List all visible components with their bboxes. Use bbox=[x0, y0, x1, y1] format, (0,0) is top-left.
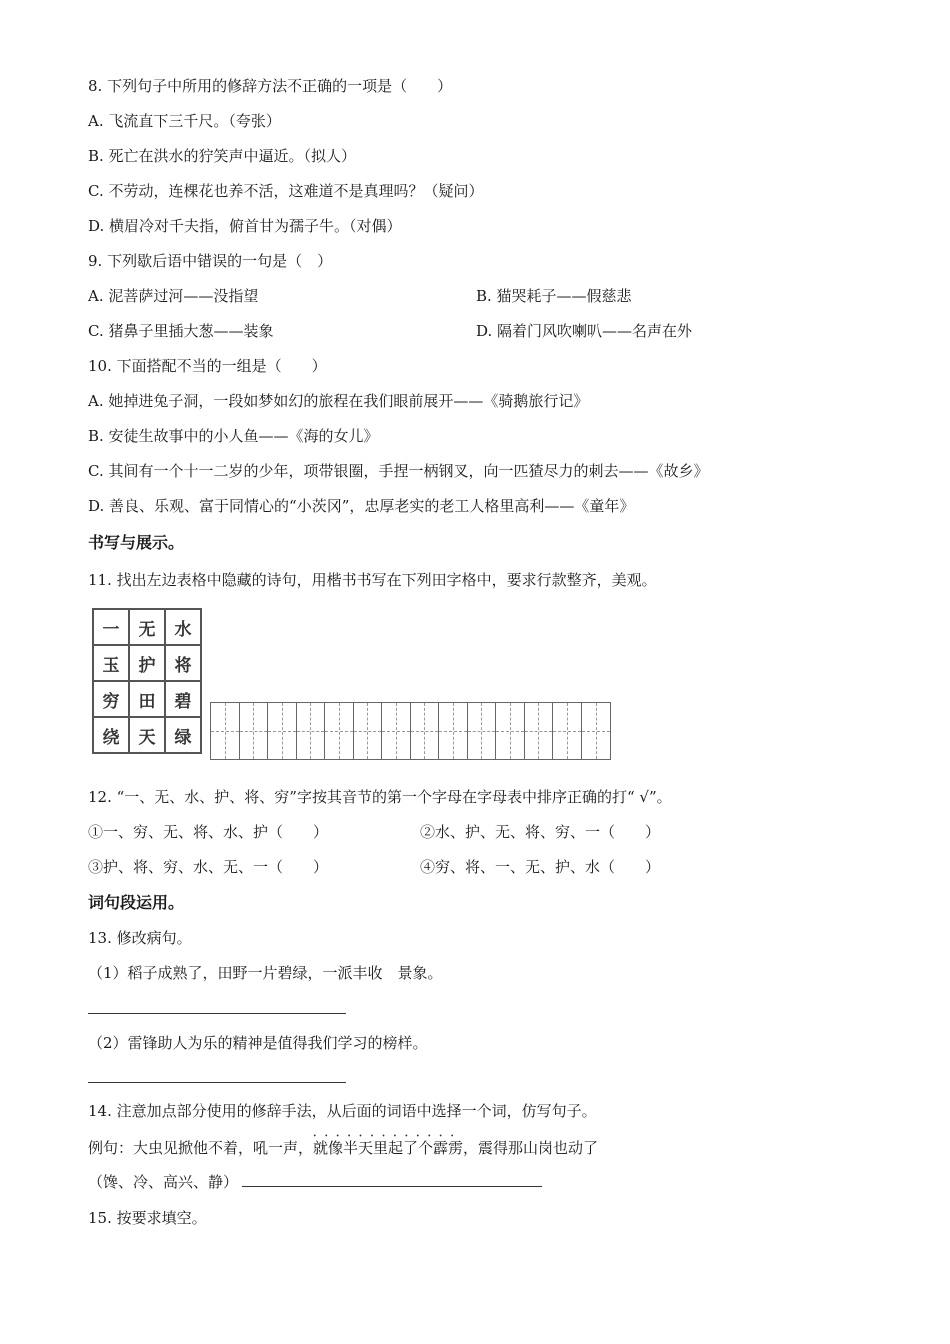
poem-cell: 玉 bbox=[93, 645, 129, 681]
q13-sentence-1: （1）稻子成熟了，田野一片碧绿，一派丰收 景象。 bbox=[88, 964, 443, 982]
section-heading-writing: 书写与展示。 bbox=[88, 533, 185, 552]
q12-stem: 12. “一、无、水、护、将、穷”字按其音节的第一个字母在字母表中排序正确的打“ √”。 bbox=[88, 788, 672, 806]
q10-option-a: A. 她掉进兔子洞，一段如梦如幻的旅程在我们眼前展开——《骑鹅旅行记》 bbox=[88, 392, 589, 410]
q8-stem: 8. 下列句子中所用的修辞方法不正确的一项是（ ） bbox=[88, 77, 453, 95]
q10-option-b: B. 安徒生故事中的小人鱼——《海的女儿》 bbox=[88, 427, 379, 445]
q8-option-a: A. 飞流直下三千尺。（夸张） bbox=[88, 112, 281, 130]
q12-option-3: ③护、将、穷、水、无、一（ ） bbox=[88, 858, 329, 876]
q9-stem: 9. 下列歇后语中错误的一句是（ ） bbox=[88, 252, 333, 270]
tianzi-cell[interactable] bbox=[553, 703, 582, 759]
q14-word-choices: （馋、冷、高兴、静） bbox=[88, 1173, 239, 1191]
q12-option-2: ②水、护、无、将、穷、一（ ） bbox=[420, 823, 661, 841]
q9-option-b: B. 猫哭耗子——假慈悲 bbox=[476, 287, 632, 305]
tianzi-writing-grid[interactable] bbox=[210, 702, 611, 760]
tianzi-cell[interactable] bbox=[468, 703, 497, 759]
q11-stem: 11. 找出左边表格中隐藏的诗句，用楷书书写在下列田字格中，要求行款整齐，美观。 bbox=[88, 571, 657, 589]
q14-example-suffix: ，震得那山岗也动了 bbox=[463, 1139, 599, 1157]
poem-cell: 绕 bbox=[93, 717, 129, 753]
q10-stem: 10. 下面搭配不当的一组是（ ） bbox=[88, 357, 327, 375]
tianzi-cell[interactable] bbox=[211, 703, 240, 759]
q9-option-a: A. 泥菩萨过河——没指望 bbox=[88, 287, 259, 305]
q8-option-c: C. 不劳动，连棵花也养不活，这难道不是真理吗？（疑问） bbox=[88, 182, 484, 200]
q14-stem: 14. 注意加点部分使用的修辞手法，从后面的词语中选择一个词，仿写句子。 bbox=[88, 1102, 597, 1120]
q9-option-c: C. 猪鼻子里插大葱——装象 bbox=[88, 322, 274, 340]
poem-cell: 绿 bbox=[165, 717, 201, 753]
tianzi-cell[interactable] bbox=[525, 703, 554, 759]
q10-option-c: C. 其间有一个十一二岁的少年，项带银圈，手捏一柄钢叉，向一匹猹尽力的刺去——《故乡》 bbox=[88, 462, 709, 480]
q8-option-d: D. 横眉冷对千夫指，俯首甘为孺子牛。（对偶） bbox=[88, 217, 402, 235]
poem-cell: 无 bbox=[129, 609, 165, 645]
q13-answer-line-1[interactable] bbox=[88, 1013, 346, 1014]
tianzi-cell[interactable] bbox=[382, 703, 411, 759]
q10-option-d: D. 善良、乐观、富于同情心的“小茨冈”，忠厚老实的老工人格里高利——《童年》 bbox=[88, 497, 635, 515]
hidden-poem-table bbox=[92, 608, 202, 754]
section-heading-usage: 词句段运用。 bbox=[88, 893, 185, 912]
q14-example-dotted-part: 就像半天里起了个霹雳 • • • bbox=[313, 1138, 463, 1158]
tianzi-cell[interactable] bbox=[297, 703, 326, 759]
tianzi-cell[interactable] bbox=[496, 703, 525, 759]
q9-option-d: D. 隔着门风吹喇叭——名声在外 bbox=[476, 322, 693, 340]
poem-cell: 碧 bbox=[165, 681, 201, 717]
poem-cell: 一 bbox=[93, 609, 129, 645]
q12-option-4: ④穷、将、一、无、护、水（ ） bbox=[420, 858, 661, 876]
poem-cell: 水 bbox=[165, 609, 201, 645]
poem-cell: 将 bbox=[165, 645, 201, 681]
tianzi-cell[interactable] bbox=[582, 703, 611, 759]
q13-stem: 13. 修改病句。 bbox=[88, 929, 192, 947]
tianzi-cell[interactable] bbox=[240, 703, 269, 759]
tianzi-cell[interactable] bbox=[325, 703, 354, 759]
q14-example bbox=[88, 1138, 598, 1158]
q14-words-row bbox=[88, 1172, 542, 1192]
poem-cell: 护 bbox=[129, 645, 165, 681]
q8-option-b: B. 死亡在洪水的狞笑声中逼近。（拟人） bbox=[88, 147, 357, 165]
poem-cell: 田 bbox=[129, 681, 165, 717]
q12-option-1: ①一、穷、无、将、水、护（ ） bbox=[88, 823, 329, 841]
tianzi-cell[interactable] bbox=[354, 703, 383, 759]
tianzi-cell[interactable] bbox=[439, 703, 468, 759]
tianzi-cell[interactable] bbox=[268, 703, 297, 759]
q13-answer-line-2[interactable] bbox=[88, 1082, 346, 1083]
poem-cell: 天 bbox=[129, 717, 165, 753]
q15-stem: 15. 按要求填空。 bbox=[88, 1209, 207, 1227]
q14-answer-line[interactable] bbox=[242, 1172, 542, 1187]
q13-sentence-2: （2）雷锋助人为乐的精神是值得我们学习的榜样。 bbox=[88, 1034, 428, 1052]
tianzi-cell[interactable] bbox=[411, 703, 440, 759]
poem-cell: 穷 bbox=[93, 681, 129, 717]
q14-example-prefix: 例句：大虫见掀他不着，吼一声， bbox=[88, 1139, 314, 1157]
